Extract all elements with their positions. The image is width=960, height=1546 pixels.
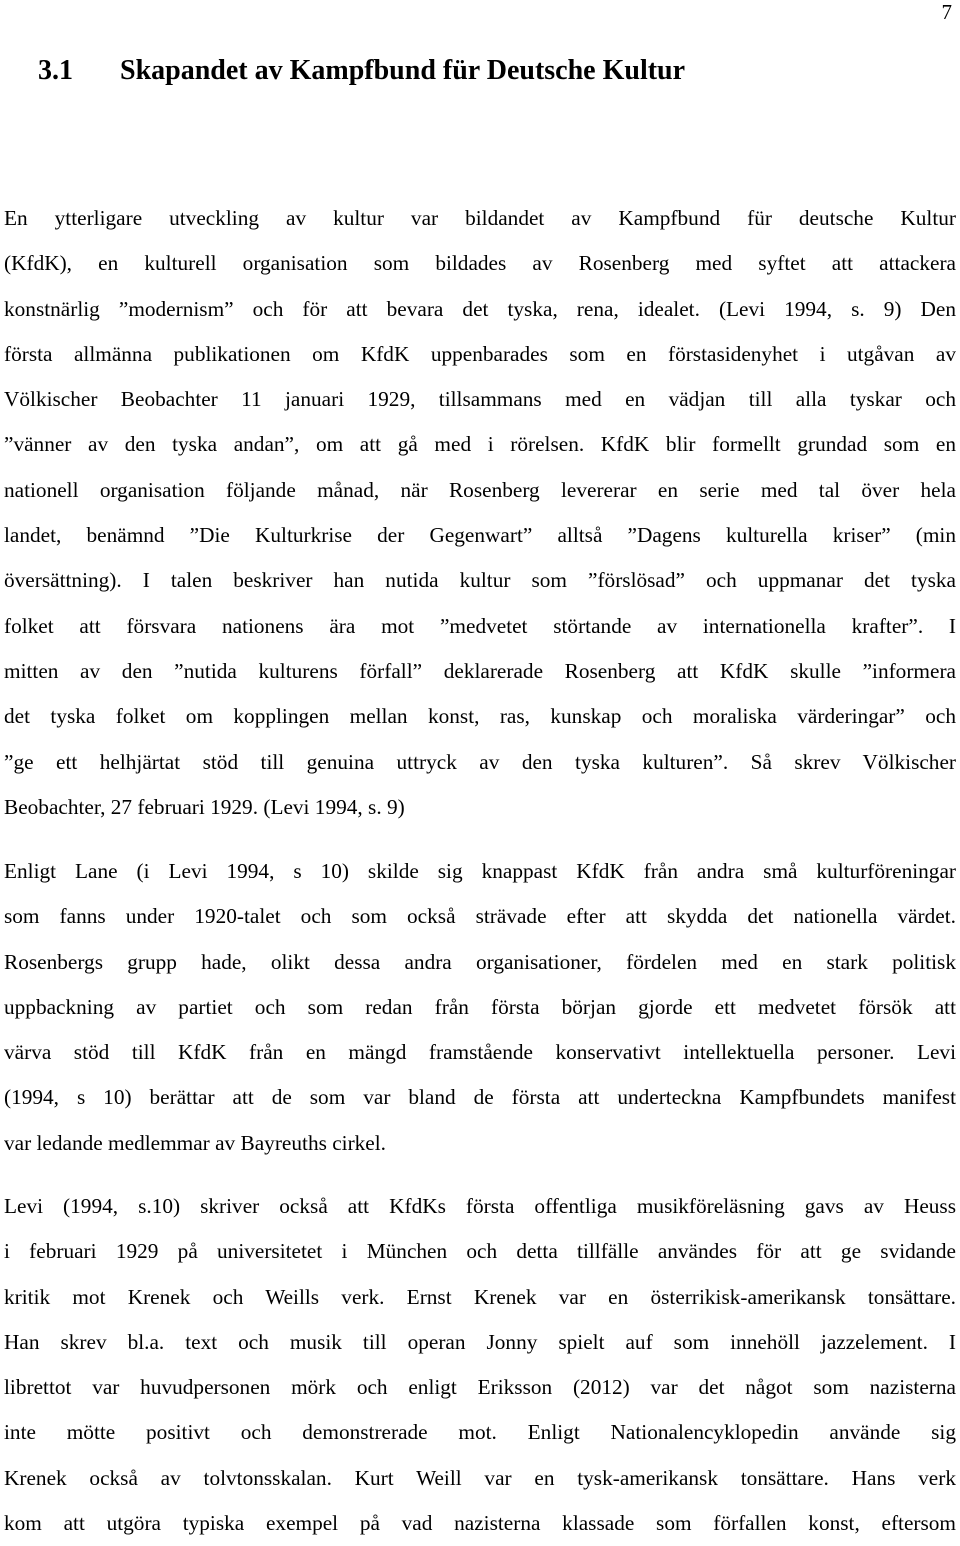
paragraph-line bbox=[4, 785, 956, 830]
line-text: Völkischer Beobachter 11 januari 1929, tillsammans med en vädjan till alla tyskar och bbox=[4, 387, 956, 412]
paragraph-line bbox=[4, 1121, 956, 1166]
section-heading bbox=[38, 52, 685, 90]
paragraph-line bbox=[4, 940, 956, 985]
line-text: kom att utgöra typiska exempel på vad nazisterna klassade som förfallen konst, eftersom bbox=[4, 1511, 956, 1536]
line-text: första allmänna publikationen om KfdK uppenbarades som en förstasidenyhet i utgåvan av bbox=[4, 341, 956, 366]
line-text: Beobachter, 27 februari 1929. (Levi 1994, s. 9) bbox=[4, 794, 405, 819]
paragraph-line bbox=[4, 196, 956, 241]
line-text: Han skrev bl.a. text och musik till operan Jonny spielt auf som innehöll jazzelement. I bbox=[4, 1329, 956, 1354]
line-text: det tyska folket om kopplingen mellan konst, ras, kunskap och moraliska värderingar” och bbox=[4, 704, 956, 729]
page-number: 7 bbox=[941, 0, 952, 24]
paragraph-line bbox=[4, 241, 956, 286]
line-text: ”ge ett helhjärtat stöd till genuina uttryck av den tyska kulturen”. Så skrev Völkischer bbox=[4, 749, 956, 774]
paragraph-1 bbox=[4, 196, 956, 830]
section-number: 3.1 bbox=[38, 55, 73, 86]
paragraph-line bbox=[4, 649, 956, 694]
line-text: ”vänner av den tyska andan”, om att gå med i rörelsen. KfdK blir formellt grundad som en bbox=[4, 432, 956, 457]
paragraph-line bbox=[4, 894, 956, 939]
line-text: (1994, s 10) berättar att de som var bland de första att underteckna Kampfbundets manifest bbox=[4, 1085, 956, 1110]
line-text: mitten av den ”nutida kulturens förfall” deklarerade Rosenberg att KfdK skulle ”informera bbox=[4, 658, 956, 683]
line-text: värva stöd till KfdK från en mängd framstående konservativt intellektuella personer. Levi bbox=[4, 1040, 956, 1065]
line-text: var ledande medlemmar av Bayreuths cirkel. bbox=[4, 1130, 387, 1155]
paragraph-line bbox=[4, 287, 956, 332]
paragraph-line bbox=[4, 985, 956, 1030]
line-text: inte mötte positivt och demonstrerade mot. Enligt Nationalencyklopedin använde sig bbox=[4, 1420, 956, 1445]
paragraph-line bbox=[4, 1501, 956, 1546]
line-text: landet, benämnd ”Die Kulturkrise der Gegenwart” alltså ”Dagens kulturella kriser” (min bbox=[4, 523, 956, 548]
line-text: nationell organisation följande månad, när Rosenberg levererar en serie med tal över hela bbox=[4, 477, 956, 502]
paragraph-line bbox=[4, 468, 956, 513]
line-text: (KfdK), en kulturell organisation som bildades av Rosenberg med syftet att attackera bbox=[4, 251, 956, 276]
paragraph-line bbox=[4, 849, 956, 894]
line-text: librettot var huvudpersonen mörk och enligt Eriksson (2012) var det något som nazisterna bbox=[4, 1375, 956, 1400]
paragraph-line bbox=[4, 604, 956, 649]
paragraph-line bbox=[4, 1365, 956, 1410]
line-text: kritik mot Krenek och Weills verk. Ernst Krenek var en österrikisk-amerikansk tonsättare. bbox=[4, 1284, 956, 1309]
paragraph-line bbox=[4, 1184, 956, 1229]
line-text: Krenek också av tolvtonsskalan. Kurt Weill var en tysk-amerikansk tonsättare. Hans verk bbox=[4, 1465, 956, 1490]
paragraph-line bbox=[4, 332, 956, 377]
paragraph-line bbox=[4, 377, 956, 422]
paragraph-2 bbox=[4, 849, 956, 1166]
paragraph-line bbox=[4, 558, 956, 603]
paragraph-3 bbox=[4, 1184, 956, 1546]
paragraph-line bbox=[4, 1075, 956, 1120]
line-text: folket att försvara nationens ära mot ”medvetet störtande av internationella krafter”. I bbox=[4, 613, 956, 638]
paragraph-line bbox=[4, 1320, 956, 1365]
line-text: Levi (1994, s.10) skriver också att KfdKs första offentliga musikföreläsning gavs av Heuss bbox=[4, 1194, 956, 1218]
paragraph-line bbox=[4, 513, 956, 558]
paragraph-line bbox=[4, 1275, 956, 1320]
paragraph-line bbox=[4, 1410, 956, 1455]
paragraph-line bbox=[4, 740, 956, 785]
paragraph-line bbox=[4, 1030, 956, 1075]
line-text: översättning). I talen beskriver han nutida kultur som ”förslösad” och uppmanar det tyska bbox=[4, 568, 956, 593]
paragraph-line bbox=[4, 422, 956, 467]
line-text: En ytterligare utveckling av kultur var bildandet av Kampfbund für deutsche Kultur bbox=[4, 206, 956, 230]
paragraph-line bbox=[4, 1229, 956, 1274]
paragraph-line bbox=[4, 694, 956, 739]
line-text: Enligt Lane (i Levi 1994, s 10) skilde sig knappast KfdK från andra små kulturföreningar bbox=[4, 859, 956, 883]
line-text: som fanns under 1920-talet och som också strävade efter att skydda det nationella värdet. bbox=[4, 904, 956, 929]
line-text: uppbackning av partiet och som redan från första början gjorde ett medvetet försök att bbox=[4, 994, 956, 1019]
line-text: konstnärlig ”modernism” och för att bevara det tyska, rena, idealet. (Levi 1994, s. 9) Den bbox=[4, 296, 956, 321]
paragraph-line bbox=[4, 1456, 956, 1501]
section-title: Skapandet av Kampfbund für Deutsche Kultur bbox=[120, 55, 686, 86]
line-text: i februari 1929 på universitetet i München och detta tillfälle användes för att ge svidande bbox=[4, 1239, 956, 1264]
line-text: Rosenbergs grupp hade, olikt dessa andra organisationer, fördelen med en stark politisk bbox=[4, 949, 956, 974]
